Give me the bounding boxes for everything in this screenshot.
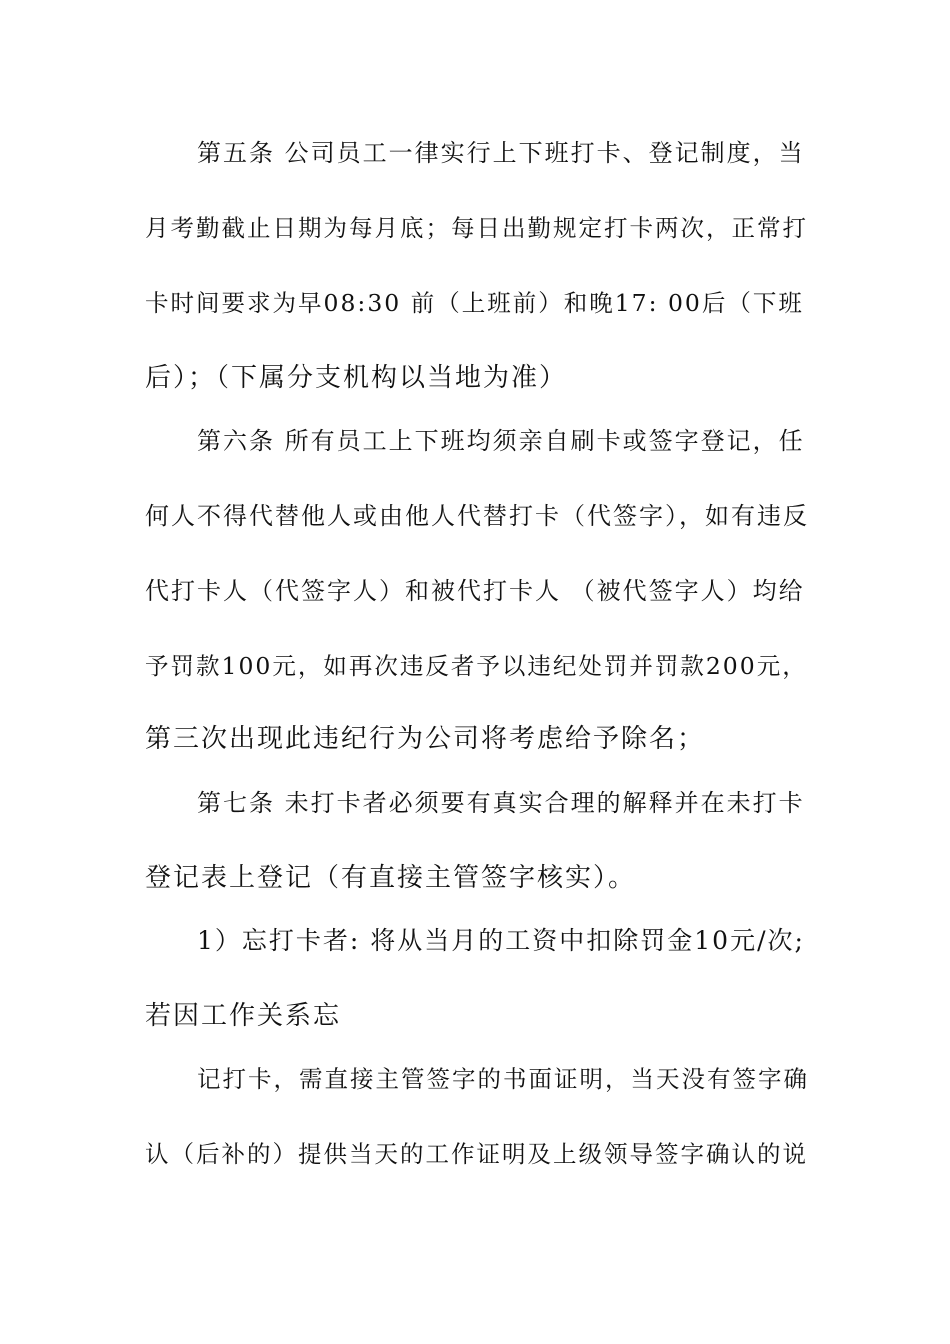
clause-1-line-2: 若因工作关系忘 <box>145 1001 342 1031</box>
article-6-line-4: 予罚款100元，如再次违反者予以违纪处罚并罚款200元， <box>145 652 808 680</box>
article-5-line-2: 月考勤截止日期为每月底；每日出勤规定打卡两次，正常打 <box>145 214 808 242</box>
article-6-line-5: 第三次出现此违纪行为公司将考虑给予除名； <box>145 724 706 754</box>
clause-1-line-1: 1）忘打卡者: 将从当月的工资中扣除罚金10元/次; <box>197 926 805 955</box>
article-6-line-2: 何人不得代替他人或由他人代替打卡（代签字），如有违反 <box>145 502 809 530</box>
article-7-line-2: 登记表上登记（有直接主管签字核实）。 <box>145 863 637 893</box>
article-5-line-1: 第五条 公司员工一律实行上下班打卡、登记制度，当 <box>197 139 805 167</box>
article-5-line-4: 后）；（下属分支机构以当地为准） <box>145 363 568 393</box>
article-6-line-1: 第六条 所有员工上下班均须亲自刷卡或签字登记，任 <box>197 427 805 455</box>
article-6-line-3: 代打卡人（代签字人）和被代打卡人 （被代签字人）均给 <box>145 577 805 605</box>
clause-1-line-3: 记打卡，需直接主管签字的书面证明，当天没有签字确 <box>197 1065 809 1093</box>
article-5-line-3: 卡时间要求为早08:30 前（上班前）和晚17: 00后（下班 <box>145 289 804 317</box>
article-7-line-1: 第七条 未打卡者必须要有真实合理的解释并在未打卡 <box>197 789 805 817</box>
clause-1-line-4: 认（后补的）提供当天的工作证明及上级领导签字确认的说 <box>145 1140 808 1168</box>
